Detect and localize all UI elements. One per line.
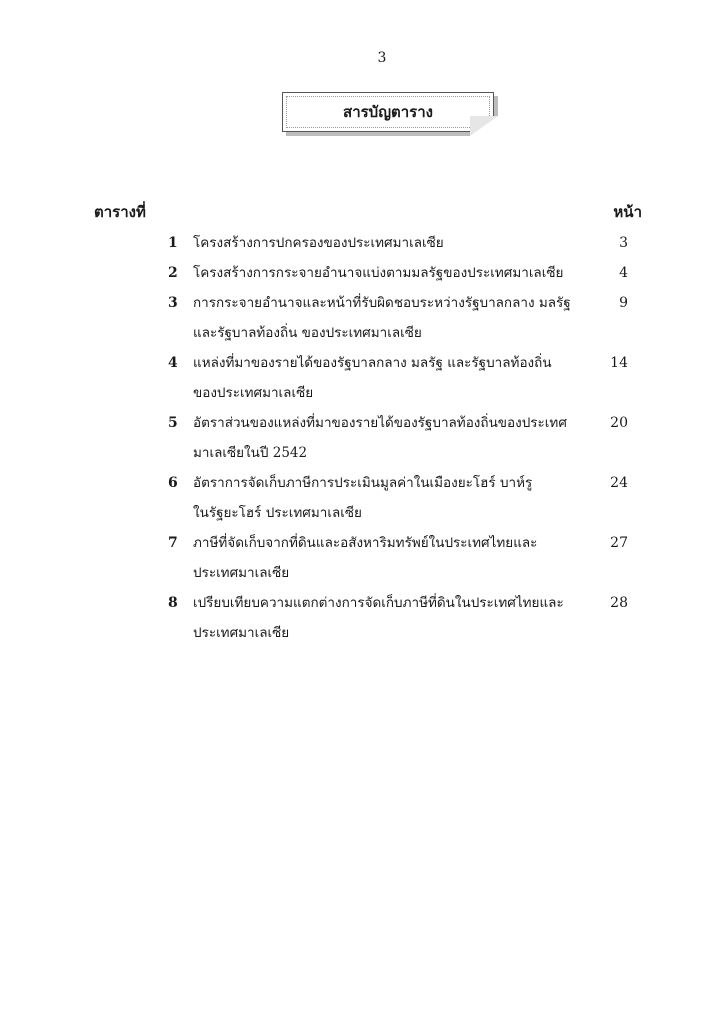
toc-entry-title: ภาษีที่จัดเก็บจากที่ดินและอสังหาริมทรัพย์ในประเทศไทยและ	[193, 535, 538, 551]
toc-entry[interactable]	[0, 228, 728, 258]
toc-entry-title-continued: ของประเทศมาเลเซีย	[193, 385, 314, 401]
toc-entry-title-continued: ประเทศมาเลเซีย	[193, 625, 290, 641]
toc-entry-number: 1	[168, 235, 178, 251]
toc-entry-number: 2	[168, 265, 178, 281]
toc-entry-page: 3	[619, 235, 628, 251]
title-box	[282, 92, 494, 132]
toc-entry-page: 28	[610, 595, 628, 611]
toc-entry[interactable]	[0, 528, 728, 588]
toc-entry-page: 27	[610, 535, 628, 551]
toc-entry-title: เปรียบเทียบความแตกต่างการจัดเก็บภาษีที่ดินในประเทศไทยและ	[193, 595, 564, 611]
toc-entry-page: 9	[619, 295, 628, 311]
toc-entry-page: 14	[610, 355, 628, 371]
page-title: สารบัญตาราง	[343, 103, 433, 121]
page-column-header: หน้า	[613, 203, 642, 221]
toc-entry-page: 24	[610, 475, 628, 491]
toc-entry-title-continued: และรัฐบาลท้องถิ่น ของประเทศมาเลเซีย	[193, 325, 422, 341]
toc-entry-page: 20	[610, 415, 628, 431]
page-number: 3	[377, 50, 387, 66]
toc-entry[interactable]	[0, 408, 728, 468]
toc-entry-title: แหล่งที่มาของรายได้ของรัฐบาลกลาง มลรัฐ และรัฐบาลท้องถิ่น	[193, 355, 552, 371]
toc-entry[interactable]	[0, 588, 728, 648]
toc-entry-title-continued: ประเทศมาเลเซีย	[193, 565, 290, 581]
toc-entry-title: อัตราการจัดเก็บภาษีการประเมินมูลค่าในเมืองยะโฮร์ บาห์รู	[193, 475, 533, 491]
toc-entry[interactable]	[0, 288, 728, 348]
toc-entry-number: 7	[168, 535, 178, 551]
toc-entry-title-continued: ในรัฐยะโฮร์ ประเทศมาเลเซีย	[193, 505, 362, 521]
toc-entry-title: อัตราส่วนของแหล่งที่มาของรายได้ของรัฐบาลท้องถิ่นของประเทศ	[193, 415, 567, 431]
toc-entry-number: 8	[168, 595, 178, 611]
toc-entry[interactable]	[0, 348, 728, 408]
toc-entry-number: 5	[168, 415, 178, 431]
toc-entry-number: 6	[168, 475, 178, 491]
toc-entry-title: โครงสร้างการกระจายอำนาจแบ่งตามมลรัฐของประเทศมาเลเซีย	[193, 265, 564, 281]
toc-entry-number: 3	[168, 295, 178, 311]
toc-entry-title-continued: มาเลเซียในปี 2542	[193, 445, 308, 461]
toc-entry[interactable]	[0, 468, 728, 528]
toc-entry-title: การกระจายอำนาจและหน้าที่รับผิดชอบระหว่างรัฐบาลกลาง มลรัฐ	[193, 295, 571, 311]
folded-corner-icon	[470, 116, 498, 136]
toc-entry[interactable]	[0, 258, 728, 288]
toc-entry-page: 4	[619, 265, 628, 281]
toc-entry-title: โครงสร้างการปกครองของประเทศมาเลเซีย	[193, 235, 444, 251]
toc-entry-number: 4	[168, 355, 178, 371]
table-of-contents-list	[0, 228, 728, 648]
table-column-header: ตารางที่	[94, 203, 146, 221]
